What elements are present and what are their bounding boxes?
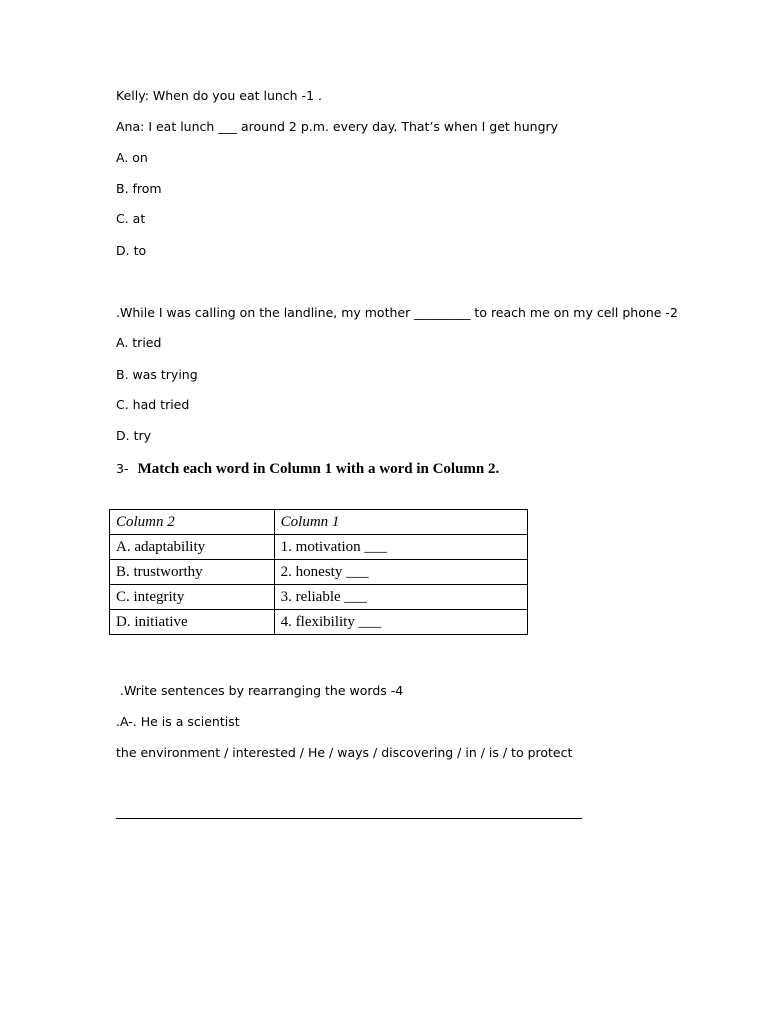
q2-option-c: C. had tried xyxy=(116,397,190,412)
column-2-header: Column 2 xyxy=(110,510,275,535)
table-cell: 3. reliable ___ xyxy=(274,585,527,610)
table-row xyxy=(110,610,528,635)
q2-option-b: B. was trying xyxy=(116,367,198,382)
q4-example: .A-. He is a scientist xyxy=(116,714,240,729)
table-row xyxy=(110,560,528,585)
q3-title: Match each word in Column 1 with a word in Column 2. xyxy=(137,461,500,477)
q1-option-c: C. at xyxy=(116,211,146,226)
table-cell: 2. honesty ___ xyxy=(274,560,527,585)
answer-line xyxy=(116,818,582,819)
table-cell: 1. motivation ___ xyxy=(274,535,527,560)
q4-prompt: .Write sentences by rearranging the words -4 xyxy=(120,683,404,698)
q3-number: 3- xyxy=(116,461,129,476)
q2-option-d: D. try xyxy=(116,428,152,443)
table-cell: C. integrity xyxy=(110,585,275,610)
column-1-header: Column 1 xyxy=(274,510,527,535)
table-row xyxy=(110,585,528,610)
q1-option-a: A. on xyxy=(116,150,148,165)
matching-table xyxy=(109,509,528,635)
table-cell: 4. flexibility ___ xyxy=(274,610,527,635)
q4-words: the environment / interested / He / ways / discovering / in / is / to protect xyxy=(116,745,573,760)
q2-option-a: A. tried xyxy=(116,335,162,350)
q1-option-d: D. to xyxy=(116,243,147,258)
table-cell: D. initiative xyxy=(110,610,275,635)
table-row xyxy=(110,535,528,560)
q1-option-b: B. from xyxy=(116,181,162,196)
q3-heading xyxy=(116,458,499,478)
table-header-row xyxy=(110,510,528,535)
q1-prompt: Kelly: When do you eat lunch -1 . xyxy=(116,88,322,103)
table-cell: A. adaptability xyxy=(110,535,275,560)
q2-prompt: .While I was calling on the landline, my mother _________ to reach me on my cell phone -2 xyxy=(116,305,678,320)
q1-response: Ana: I eat lunch ___ around 2 p.m. every day. That’s when I get hungry xyxy=(116,119,559,134)
table-cell: B. trustworthy xyxy=(110,560,275,585)
